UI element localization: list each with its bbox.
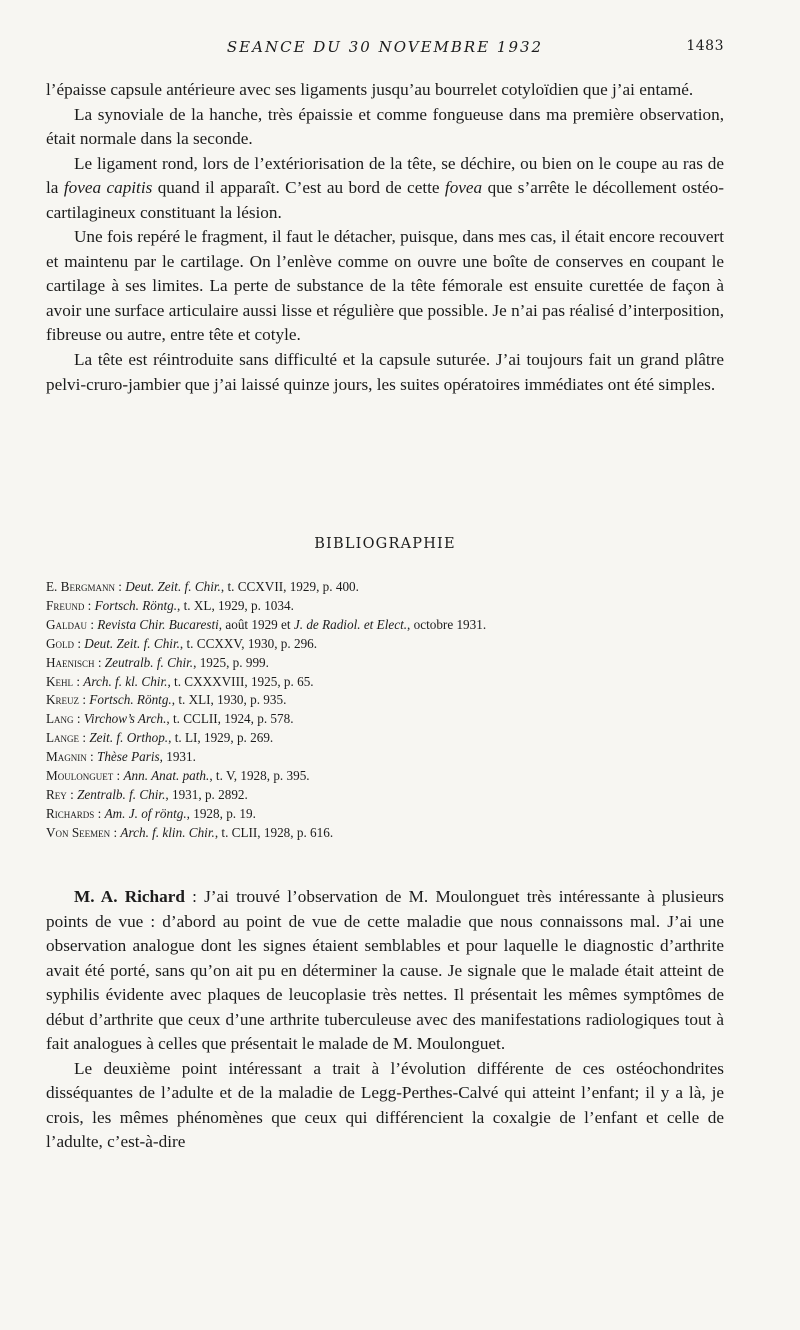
paragraph-fragment: Une fois repéré le fragment, il faut le détacher, puisque, dans mes cas, il était encore recouvert et maintenu par le cartilage. On l’enlève comme on ouvre une boîte de conserves en coupant le cartilage à ses limites. La perte de substance de la tête fémorale est ensuite curettée de façon à avoir une surface articulaire aussi lisse et régulière que possible. Je n’ai pas réalisé d’interposition, fibreuse ou autre, entre tête et cotyle. (46, 227, 724, 345)
bibliography-list (46, 578, 736, 843)
bibliography-entry: Haenisch : Zeutralb. f. Chir., 1925, p. 999. (46, 654, 269, 670)
fovea-capitis-term: fovea capitis (63, 178, 153, 198)
bibliography-title: BIBLIOGRAPHIE (314, 536, 456, 552)
fovea-term: fovea (444, 178, 483, 198)
bibliography-entry: Richards : Am. J. of röntg., 1928, p. 19. (46, 805, 256, 821)
remarks-text: : J’ai trouvé l’observation de M. Moulonguet très intéressante à plusieurs points de vue : d’abord au point de vue de cette maladie que nous connaissons mal. J’ai une observation analogue dont les signes étaient semblables et pour laquelle le diagnostic d’arthrite avait été porté, sans qu’on ait pu en déterminer la cause. Je signale que le malade était atteint de syphilis évidente avec plaques de leucoplasie très nettes. Il présentait les mêmes symptômes de début d’arthrite que ceux d’une arthrite tuberculeuse avec des manifestations radiologiques tout à fait analogues à celles que présentait le malade de M. Moulonguet. (46, 887, 724, 1054)
paragraph-capsule: l’épaisse capsule antérieure avec ses ligaments jusqu’au bourrelet cotyloïdien que j’ai entamé. (46, 80, 694, 99)
page-number: 1483 (686, 38, 724, 54)
ligament-text-3: que s’arrête le décollement ostéo-cartilagineux constituant la lésion. (46, 178, 724, 222)
paragraph-head-reintroduced: La tête est réintroduite sans difficulté et la capsule suturée. J’ai toujours fait un grand plâtre pelvi-cruro-jambier que j’ai laissé quinze jours, les suites opératoires immédiates ont été simples. (46, 350, 724, 394)
paragraph-second-point: Le deuxième point intéressant a trait à l’évolution différente de ces ostéochondrites disséquantes de l’adulte et de la maladie de Legg-Perthes-Calvé qui atteint l’enfant; il y a là, je crois, les mêmes phénomènes que ceux qui différencient la coxalgie de l’enfant et celle de l’adulte, c’est-à-dire (46, 1058, 724, 1152)
bibliography-entry: Rey : Zentralb. f. Chir., 1931, p. 2892. (46, 786, 248, 802)
bibliography-entry: Kehl : Arch. f. kl. Chir., t. CXXXVIII, 1925, p. 65. (46, 673, 314, 689)
bibliography-entry: Lange : Zeit. f. Orthop., t. LI, 1929, p. 269. (46, 730, 274, 746)
paragraph-richard-remarks (46, 885, 724, 1057)
paragraph-ligament (46, 152, 724, 226)
surgical-technique-text (46, 78, 724, 397)
bibliography-entry: Galdau : Revista Chir. Bucaresti, août 1929 et J. de Radiol. et Elect., octobre 1931. (46, 616, 487, 632)
bibliography-entry: Von Seemen : Arch. f. klin. Chir., t. CLII, 1928, p. 616. (46, 824, 334, 840)
ligament-text-1: Le ligament rond, lors de l’extériorisation de la tête, se déchire, ou bien on le coupe au ras de la (46, 153, 724, 198)
bibliography-entry: Freund : Fortsch. Röntg., t. XL, 1929, p. 1034. (46, 597, 294, 613)
bibliography-entry: Moulonguet : Ann. Anat. path., t. V, 1928, p. 395. (46, 768, 310, 784)
bibliography-entry: Kreuz : Fortsch. Röntg., t. XLI, 1930, p. 935. (46, 692, 287, 708)
running-title: SEANCE DU 30 NOVEMBRE 1932 (226, 38, 544, 56)
bibliography-entry: Magnin : Thèse Paris, 1931. (46, 749, 196, 765)
speaker-name: M. A. Richard (74, 887, 185, 906)
paragraph-synovial: La synoviale de la hanche, très épaissie et comme fongueuse dans ma première observation, était normale dans la seconde. (46, 104, 724, 149)
bibliography-entry: Gold : Deut. Zeit. f. Chir., t. CCXXV, 1930, p. 296. (46, 635, 318, 651)
bibliography-entry: Lang : Virchow’s Arch., t. CCLII, 1924, p. 578. (46, 711, 294, 727)
bibliography-entry: E. Bergmann : Deut. Zeit. f. Chir., t. CCXVII, 1929, p. 400. (46, 579, 359, 594)
page-header (46, 38, 724, 60)
ligament-text-2: quand il apparaît. C’est au bord de cette (152, 178, 445, 198)
discussion-text (46, 885, 724, 1155)
